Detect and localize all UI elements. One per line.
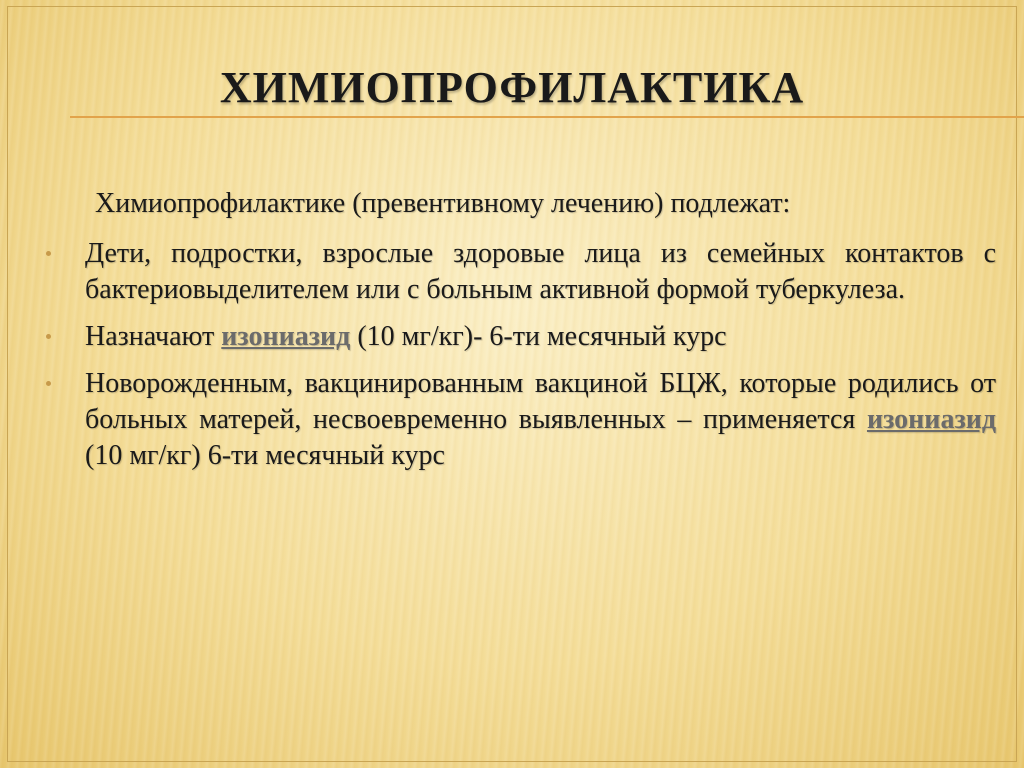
- drug-name-link[interactable]: изониазид: [221, 321, 351, 352]
- bullet-text-before: Назначают: [85, 321, 222, 352]
- bullet-item-isoniazid: [46, 319, 996, 355]
- bullet-text-before: Новорожденным, вакцинированным вакциной БЦЖ, которые родились от больных матерей, несвоевременно выявленных – применяется: [85, 368, 996, 435]
- bullet-item-contacts: [46, 236, 996, 308]
- bullet-list: [46, 236, 996, 485]
- bullet-icon: [46, 381, 51, 386]
- bullet-text: Дети, подростки, взрослые здоровые лица из семейных контактов с бактериовыделителем или с больным активной формой туберкулеза.: [85, 238, 996, 305]
- slide-title: ХИМИОПРОФИЛАКТИКА: [219, 63, 805, 112]
- title-underline: [70, 116, 1024, 118]
- bullet-text-after: (10 мг/кг)- 6-ти месячный курс: [350, 321, 727, 352]
- bullet-text-after: (10 мг/кг) 6-ти месячный курс: [85, 440, 445, 471]
- bullet-icon: [46, 251, 51, 256]
- intro-text: Химиопрофилактике (превентивному лечению) подлежат:: [95, 188, 791, 219]
- bullet-icon: [46, 334, 51, 339]
- bullet-item-newborns: [46, 366, 996, 474]
- drug-name-link[interactable]: изониазид: [866, 404, 996, 435]
